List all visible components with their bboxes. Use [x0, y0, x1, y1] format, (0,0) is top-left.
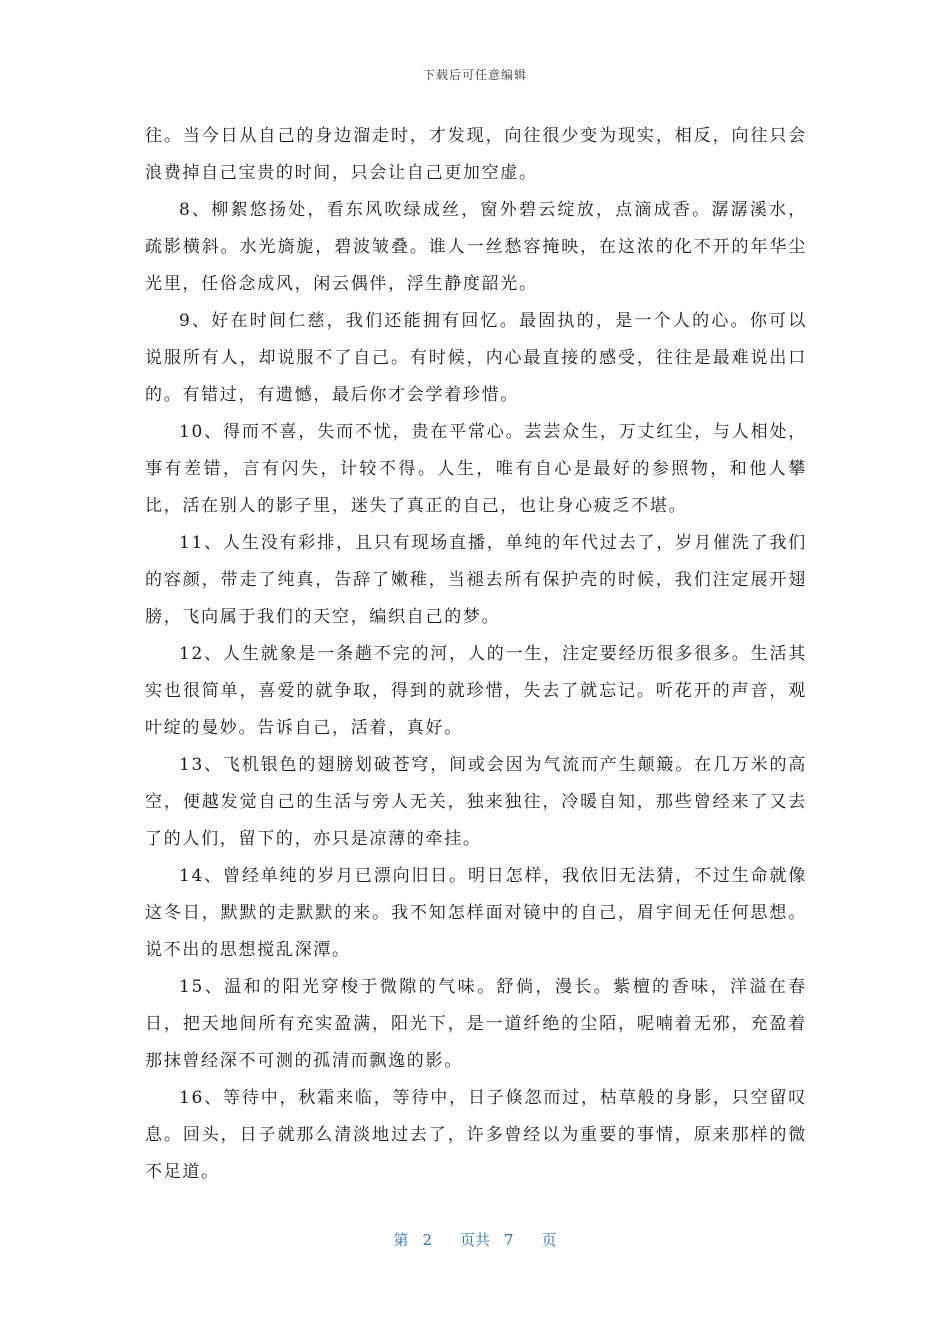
- footer-current-page: 2: [422, 1231, 432, 1249]
- page-header: 下载后可任意编辑: [422, 68, 527, 82]
- paragraph-9: 9、好在时间仁慈，我们还能拥有回忆。最固执的，是一个人的心。你可以说服所有人，却说服不了自己。有时候，内心最直接的感受，往往是最难说出口的。有错过，有遗憾，最后你才会学着珍惜。: [145, 311, 807, 405]
- footer-total-pages: 7: [504, 1231, 514, 1249]
- footer-middle: 页共: [459, 1231, 490, 1249]
- footer-suffix: 页: [541, 1231, 557, 1249]
- paragraph-11: 11、人生没有彩排，且只有现场直播，单纯的年代过去了，岁月催洗了我们的容颜，带走了纯真，告辞了嫩稚，当褪去所有保护壳的时候，我们注定展开翅膀，飞向属于我们的天空，编织自己的梦。: [145, 533, 807, 627]
- paragraph-12: 12、人生就象是一条趟不完的河，人的一生，注定要经历很多很多。生活其实也很简单，喜爱的就争取，得到的就珍惜，失去了就忘记。听花开的声音，观叶绽的曼妙。告诉自己，活着，真好。: [145, 644, 807, 738]
- paragraph-continuation: 往。当今日从自己的身边溜走时，才发现，向往很少变为现实，相反，向往只会浪费掉自己宝贵的时间，只会让自己更加空虚。: [145, 126, 807, 183]
- paragraph-14: 14、曾经单纯的岁月已漂向旧日。明日怎样，我依旧无法猜，不过生命就像这冬日，默默的走默默的来。我不知怎样面对镜中的自己，眉宇间无任何思想。说不出的思想搅乱深潭。: [145, 866, 807, 960]
- page-footer: [0, 1229, 950, 1250]
- paragraph-8: 8、柳絮悠扬处，看东风吹绿成丝，窗外碧云绽放，点滴成香。潺潺溪水，疏影横斜。水光旖旎，碧波皱叠。谁人一丝愁容掩映，在这浓的化不开的年华尘光里，任俗念成风，闲云偶伴，浮生静度韶光。: [145, 200, 807, 294]
- paragraph-15: 15、温和的阳光穿梭于微隙的气味。舒倘，漫长。紫檀的香味，洋溢在春日，把天地间所有充实盈满，阳光下，是一道纤绝的尘陌，呢喃着无邪，充盈着那抹曾经深不可测的孤清而飘逸的影。: [145, 977, 807, 1071]
- footer-prefix: 第: [393, 1231, 409, 1249]
- paragraph-16: 16、等待中，秋霜来临，等待中，日子倏忽而过，枯草般的身影，只空留叹息。回头，日子就那么清淡地过去了，许多曾经以为重要的事情，原来那样的微不足道。: [145, 1088, 807, 1182]
- paragraph-13: 13、飞机银色的翅膀划破苍穹，间或会因为气流而产生颠簸。在几万米的高空，便越发觉自己的生活与旁人无关，独来独往，冷暖自知，那些曾经来了又去了的人们，留下的，亦只是凉薄的牵挂。: [145, 755, 807, 849]
- paragraph-10: 10、得而不喜，失而不忧，贵在平常心。芸芸众生，万丈红尘，与人相处，事有差错，言有闪失，计较不得。人生，唯有自心是最好的参照物，和他人攀比，活在别人的影子里，迷失了真正的自己，也让身心疲乏不堪。: [145, 422, 807, 516]
- document-body: [145, 118, 807, 1191]
